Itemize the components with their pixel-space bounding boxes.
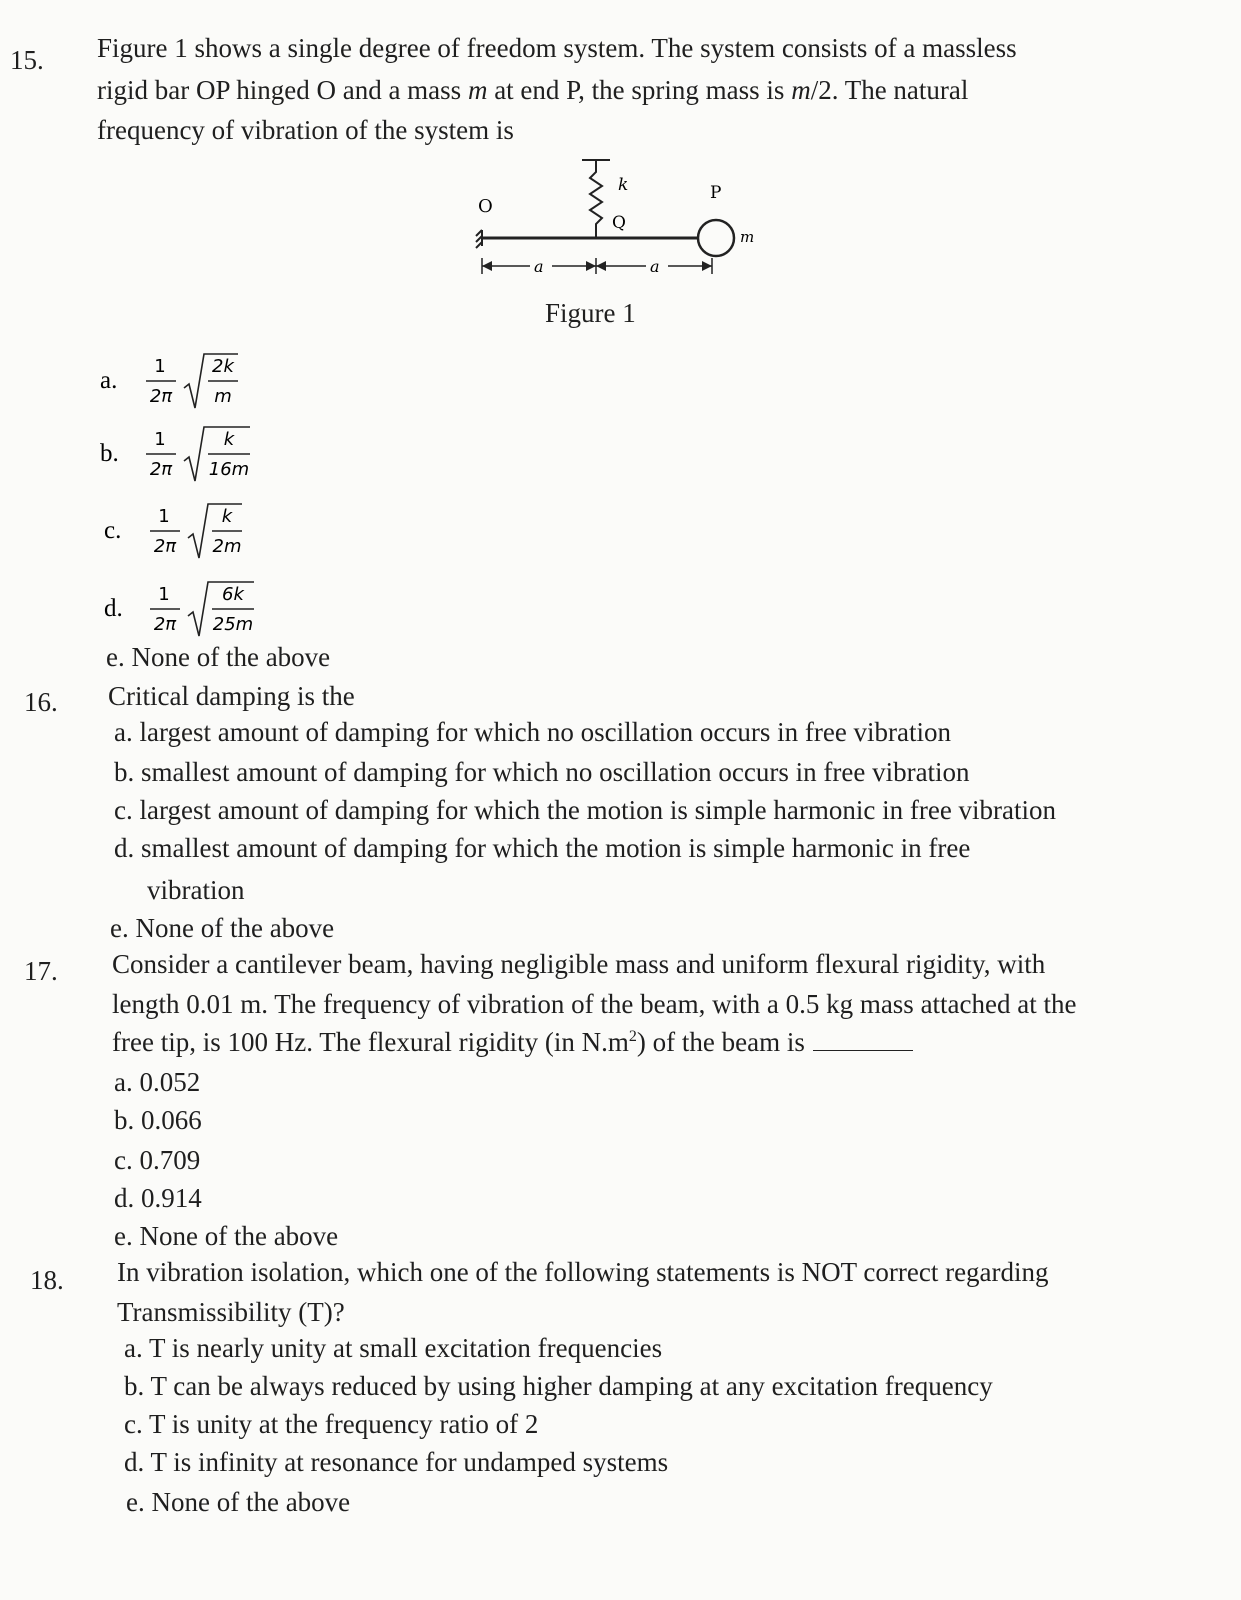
q18-stem-line-1: In vibration isolation, which one of the following statements is NOT correct regarding	[117, 1257, 1049, 1287]
q16-stem: Critical damping is the	[108, 681, 355, 711]
radicand-numerator: 6k	[222, 584, 244, 605]
q18-option-e: e. None of the above	[126, 1487, 351, 1517]
q18-option-c: c. T is unity at the frequency ratio of 2	[124, 1409, 539, 1439]
dim-a-2: a	[650, 257, 660, 276]
radicand-numerator: 2k	[212, 356, 234, 377]
q15-formula-a	[100, 350, 238, 414]
q18-number: 18.	[30, 1265, 64, 1295]
q16-option-d-cont: vibration	[147, 875, 245, 905]
radicand-denominator: 25m	[212, 614, 254, 635]
hinge-icon	[476, 230, 482, 248]
q15-number: 15.	[10, 45, 44, 75]
q15-option-e: e. None of the above	[106, 642, 331, 672]
q18-option-a: a. T is nearly unity at small excitation frequencies	[124, 1333, 663, 1363]
option-label: d.	[104, 595, 123, 622]
q16-option-b: b. smallest amount of damping for which no oscillation occurs in free vibration	[114, 757, 970, 787]
radicand-numerator: k	[223, 429, 235, 450]
coef-numerator: 1	[158, 506, 170, 527]
q16-option-e: e. None of the above	[110, 913, 335, 943]
q15-stem-line-3: frequency of vibration of the system is	[97, 115, 514, 145]
q15-stem-line-1: Figure 1 shows a single degree of freedom system. The system consists of a massless	[97, 33, 1017, 63]
q17-stem-line-2: length 0.01 m. The frequency of vibration of the beam, with a 0.5 kg mass attached at the	[112, 989, 1077, 1019]
q17-stem-line-3	[112, 1026, 913, 1058]
q17-option-d: d. 0.914	[114, 1183, 202, 1213]
q17-option-a: a. 0.052	[114, 1067, 201, 1097]
q16-option-d: d. smallest amount of damping for which the motion is simple harmonic in free	[114, 833, 971, 863]
label-O: O	[478, 196, 493, 217]
coef-denominator: 2π	[153, 614, 177, 635]
q17-option-c: c. 0.709	[114, 1145, 201, 1175]
q15-option-a	[100, 350, 238, 419]
coef-numerator: 1	[154, 356, 166, 377]
q15-option-b	[100, 423, 250, 492]
coef-denominator: 2π	[149, 459, 173, 480]
radicand-denominator: m	[214, 386, 232, 407]
q17-stem-part-b: ) of the beam is	[636, 1027, 805, 1057]
answer-blank	[813, 1028, 913, 1051]
radicand-numerator: k	[221, 506, 233, 527]
q18-option-b: b. T can be always reduced by using higher damping at any excitation frequency	[124, 1371, 993, 1401]
figure-1-diagram	[470, 150, 800, 300]
label-Q: Q	[612, 213, 626, 233]
q18-stem-line-2: Transmissibility (T)?	[117, 1297, 345, 1327]
q15-formula-c	[104, 500, 242, 564]
q17-option-e: e. None of the above	[114, 1221, 339, 1251]
q15-option-d	[104, 578, 254, 647]
figure-1-caption: Figure 1	[545, 298, 636, 328]
coef-numerator: 1	[158, 584, 170, 605]
q16-option-c: c. largest amount of damping for which the motion is simple harmonic in free vibration	[114, 795, 1057, 825]
option-label: b.	[100, 440, 119, 467]
q15-stem-line-2-text: rigid bar OP hinged O and a mass m at end P, the spring mass is m/2. The natural	[97, 75, 969, 105]
label-k: k	[618, 175, 629, 195]
q17-number: 17.	[24, 956, 58, 986]
q18-option-d: d. T is infinity at resonance for undamped systems	[124, 1447, 669, 1477]
q15-stem-line-2	[97, 74, 968, 106]
coef-denominator: 2π	[153, 536, 177, 557]
radicand-denominator: 16m	[208, 459, 250, 480]
option-label: a.	[100, 367, 118, 394]
q15-formula-d	[104, 578, 254, 642]
radicand-denominator: 2m	[212, 536, 242, 557]
coef-denominator: 2π	[149, 386, 173, 407]
coef-numerator: 1	[154, 429, 166, 450]
q17-option-b: b. 0.066	[114, 1105, 202, 1135]
dim-a-1: a	[534, 257, 544, 276]
q15-formula-b	[100, 423, 250, 487]
q15-option-c	[104, 500, 242, 569]
option-label: c.	[104, 517, 122, 544]
q17-stem-part-a: free tip, is 100 Hz. The flexural rigidity (in N.m	[112, 1027, 629, 1057]
spring	[590, 160, 602, 238]
q17-stem-sup: 2	[628, 1028, 637, 1045]
label-P: P	[710, 183, 722, 203]
q16-number: 16.	[24, 687, 58, 717]
q16-option-a: a. largest amount of damping for which no oscillation occurs in free vibration	[114, 717, 952, 747]
q17-stem-line-1: Consider a cantilever beam, having negligible mass and uniform flexural rigidity, with	[112, 949, 1046, 979]
mass-circle	[698, 220, 734, 256]
label-m: m	[740, 228, 755, 246]
